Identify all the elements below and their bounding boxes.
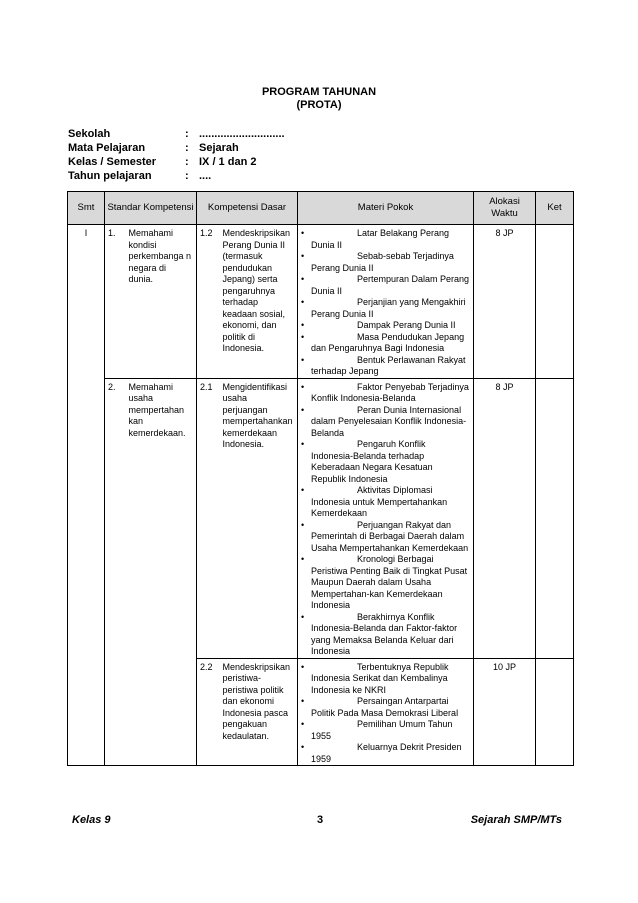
kd-number: 2.1 bbox=[197, 378, 220, 658]
header-alokasi-waktu: Alokasi Waktu bbox=[474, 192, 536, 225]
sk-number: 2. bbox=[105, 378, 126, 766]
kd-number: 1.2 bbox=[197, 225, 220, 379]
header-materi-pokok: Materi Pokok bbox=[298, 192, 474, 225]
materi-item: • Persaingan Antarpartai Politik Pada Masa Demokrasi Liberal bbox=[301, 696, 470, 719]
sk-text: Memahami usaha mempertahan kan kemerdekaan. bbox=[126, 378, 197, 766]
materi-list bbox=[301, 228, 470, 378]
materi-item: • Aktivitas Diplomasi Indonesia untuk Mempertahankan Kemerdekaan bbox=[301, 485, 470, 520]
alokasi-cell: 8 JP bbox=[474, 378, 536, 658]
identity-value: .... bbox=[199, 170, 212, 182]
identity-colon: : bbox=[185, 170, 189, 182]
materi-cell bbox=[298, 378, 474, 658]
identity-row bbox=[68, 156, 285, 170]
ket-cell bbox=[536, 225, 574, 379]
materi-item: • Masa Pendudukan Jepang dan Pengaruhnya Bagi Indonesia bbox=[301, 332, 470, 355]
semester-cell: I bbox=[68, 225, 105, 766]
header-kompetensi-dasar: Kompetensi Dasar bbox=[197, 192, 298, 225]
kd-text: Mendeskripsikan peristiwa-peristiwa politik dan ekonomi Indonesia pasca pengakuan kedaulatan. bbox=[220, 658, 298, 766]
materi-item: • Terbentuknya Republik Indonesia Serikat dan Kembalinya Indonesia ke NKRI bbox=[301, 662, 470, 697]
header-standar-kompetensi: Standar Kompetensi bbox=[105, 192, 197, 225]
prota-table bbox=[67, 191, 574, 766]
sk-text: Memahami kondisi perkembanga n negara di dunia. bbox=[126, 225, 197, 379]
identity-row bbox=[68, 142, 285, 156]
materi-item: • Peran Dunia Internasional dalam Penyelesaian Konflik Indonesia-Belanda bbox=[301, 405, 470, 440]
ket-cell bbox=[536, 658, 574, 766]
page-title: PROGRAM TAHUNAN bbox=[261, 86, 377, 98]
materi-item: • Pengaruh Konflik Indonesia-Belanda terhadap Keberadaan Negara Kesatuan Republik Indonesia bbox=[301, 439, 470, 485]
materi-item: • Sebab-sebab Terjadinya Perang Dunia II bbox=[301, 251, 470, 274]
materi-item: • Perjuangan Rakyat dan Pemerintah di Berbagai Daerah dalam Usaha Mempertahankan Kemerdekaan bbox=[301, 520, 470, 555]
table-row bbox=[68, 378, 574, 658]
materi-item: • Pemilihan Umum Tahun 1955 bbox=[301, 719, 470, 742]
materi-item: • Latar Belakang Perang Dunia II bbox=[301, 228, 470, 251]
kd-text: Mengidentifikasi usaha perjuangan mempertahankan kemerdekaan Indonesia. bbox=[220, 378, 298, 658]
materi-item: • Berakhirnya Konflik Indonesia-Belanda dan Faktor-faktor yang Memaksa Belanda Keluar dari Indonesia bbox=[301, 612, 470, 658]
footer-class-label: Kelas 9 bbox=[72, 814, 111, 826]
page-number: 3 bbox=[316, 814, 324, 826]
identity-value: ............................ bbox=[199, 128, 285, 140]
identity-label: Mata Pelajaran bbox=[68, 142, 146, 154]
materi-item: • Dampak Perang Dunia II bbox=[301, 320, 470, 332]
identity-colon: : bbox=[185, 142, 189, 154]
footer-subject-label: Sejarah SMP/MTs bbox=[470, 814, 562, 826]
identity-value: Sejarah bbox=[199, 142, 239, 154]
header-smt: Smt bbox=[68, 192, 105, 225]
identity-colon: : bbox=[185, 128, 189, 140]
materi-item: • Bentuk Perlawanan Rakyat terhadap Jepang bbox=[301, 355, 470, 378]
identity-row bbox=[68, 170, 285, 184]
table-row bbox=[68, 225, 574, 379]
header-ket: Ket bbox=[536, 192, 574, 225]
identity-value: IX / 1 dan 2 bbox=[199, 156, 257, 168]
table-header-row bbox=[68, 192, 574, 225]
materi-item: • Perjanjian yang Mengakhiri Perang Dunia II bbox=[301, 297, 470, 320]
materi-item: • Pertempuran Dalam Perang Dunia II bbox=[301, 274, 470, 297]
ket-cell bbox=[536, 378, 574, 658]
materi-item: • Keluarnya Dekrit Presiden 1959 bbox=[301, 742, 470, 765]
page-subtitle: (PROTA) bbox=[296, 99, 342, 111]
identity-row bbox=[68, 128, 285, 142]
identity-label: Sekolah bbox=[68, 128, 111, 140]
identity-label: Kelas / Semester bbox=[68, 156, 157, 168]
identity-colon: : bbox=[185, 156, 189, 168]
alokasi-cell: 10 JP bbox=[474, 658, 536, 766]
materi-list bbox=[301, 662, 470, 766]
materi-list bbox=[301, 382, 470, 658]
materi-item: • Faktor Penyebab Terjadinya Konflik Indonesia-Belanda bbox=[301, 382, 470, 405]
identity-label: Tahun pelajaran bbox=[68, 170, 152, 182]
materi-item: • Kronologi Berbagai Peristiwa Penting Baik di Tingkat Pusat Maupun Daerah dalam Usaha Mempertahan-kan Kemerdekaan Indonesia bbox=[301, 554, 470, 612]
kd-text: Mendeskripsikan Perang Dunia II (termasuk pendudukan Jepang) serta pengaruhnya terhadap keadaan sosial, ekonomi, dan politik di Indonesia. bbox=[220, 225, 298, 379]
kd-number: 2.2 bbox=[197, 658, 220, 766]
sk-number: 1. bbox=[105, 225, 126, 379]
materi-cell bbox=[298, 658, 474, 766]
identity-block bbox=[68, 128, 285, 184]
alokasi-cell: 8 JP bbox=[474, 225, 536, 379]
materi-cell bbox=[298, 225, 474, 379]
